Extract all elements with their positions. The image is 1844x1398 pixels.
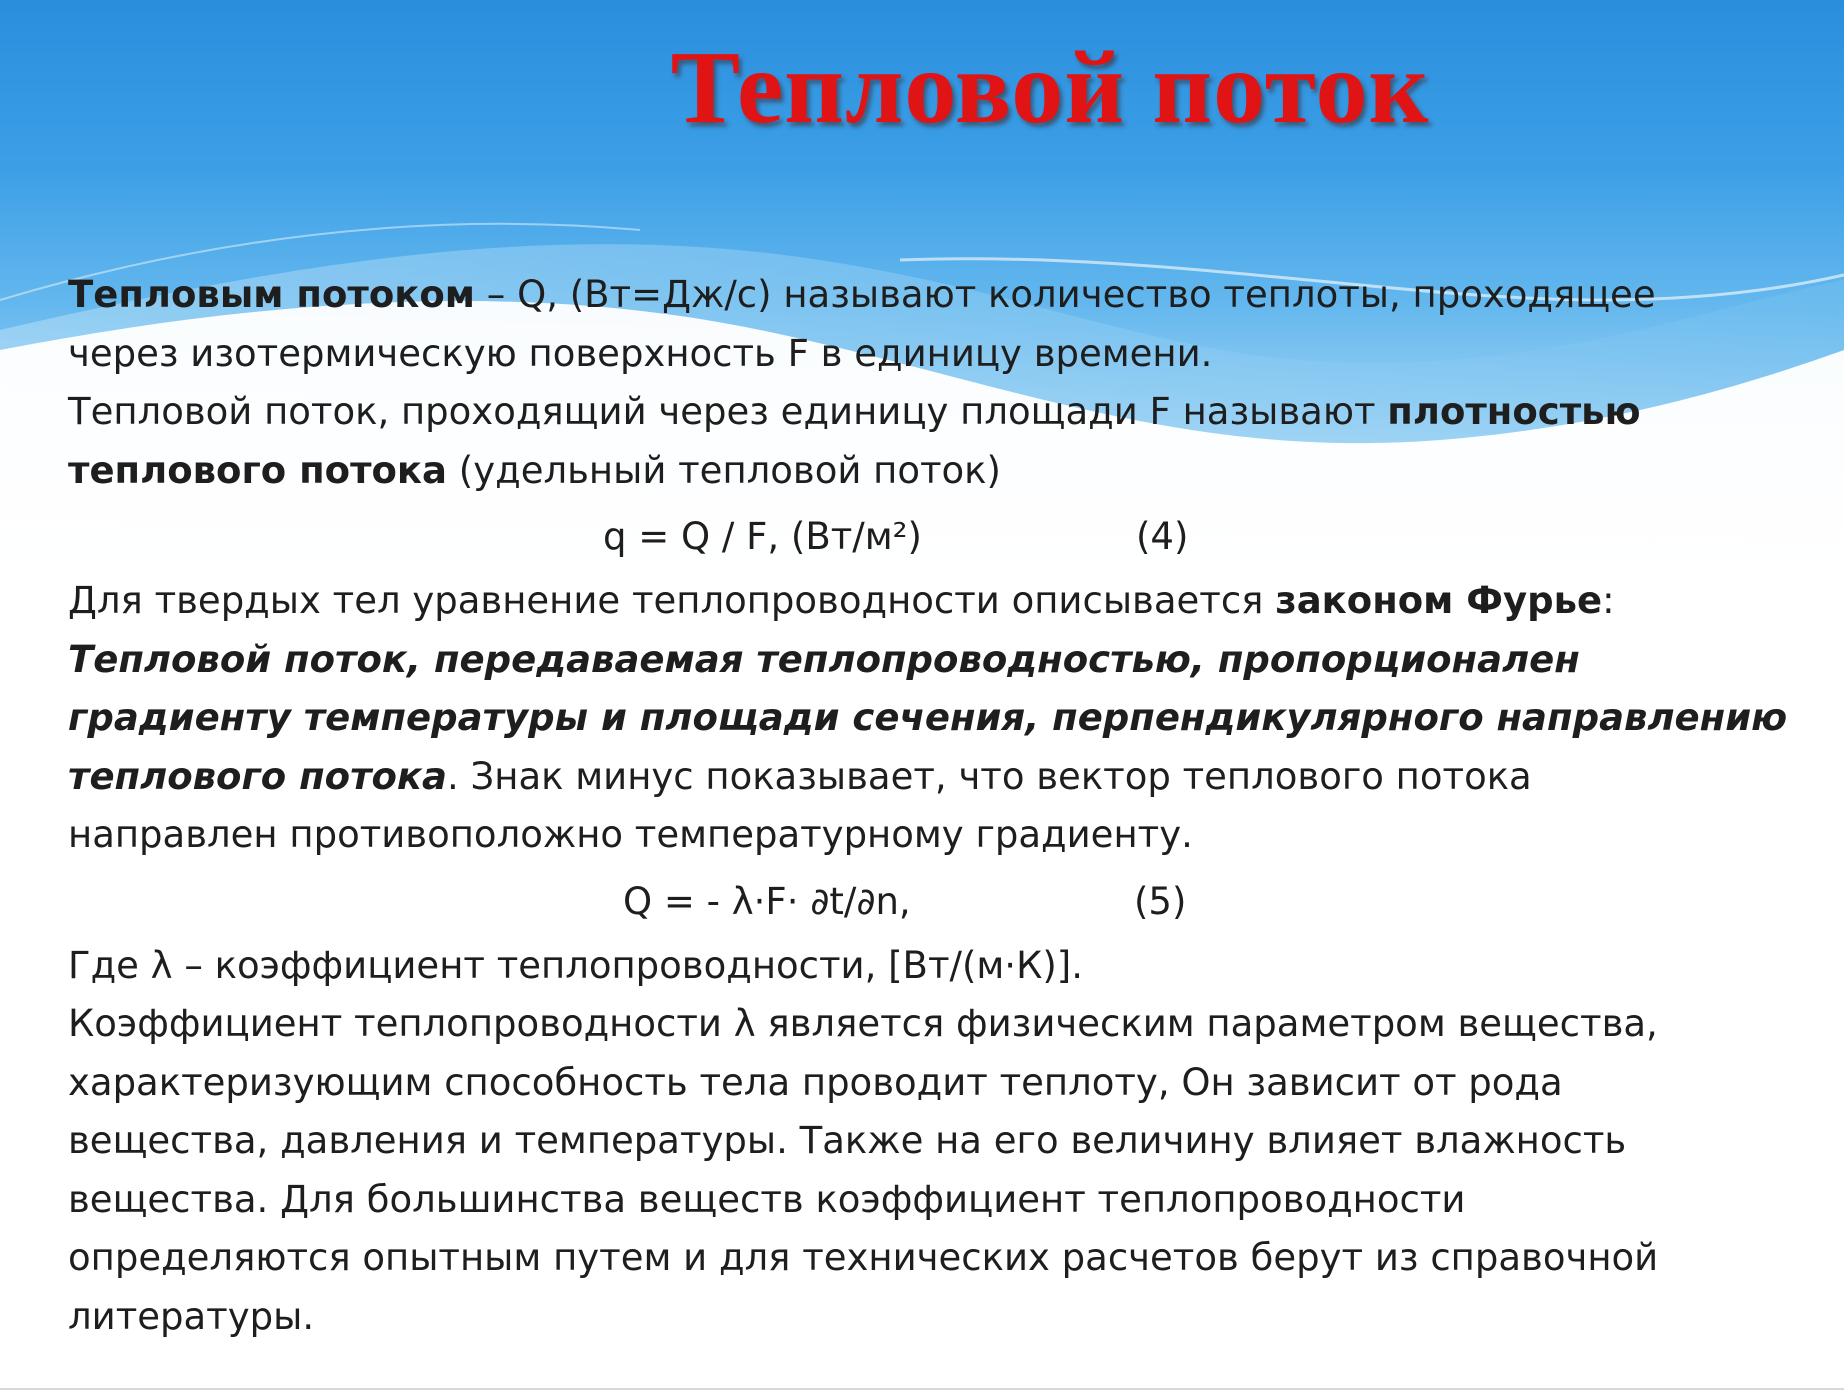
formula-4-number: (4) xyxy=(1136,515,1189,558)
fourier-law-line-1: Тепловой поток, передаваемая теплопроводностью, пропорционален xyxy=(68,637,1580,681)
term-fourier-law: законом Фурье xyxy=(1275,579,1603,622)
paragraph-3-line-5: направлен противоположно температурному градиенту. xyxy=(68,813,1193,856)
formula-4 xyxy=(68,500,1808,572)
formula-5 xyxy=(68,865,1808,937)
paragraph-2-text: Тепловой поток, проходящий через единицу площади F называют xyxy=(68,390,1388,433)
minus-sign-note: . Знак минус показывает, что вектор теплового потока xyxy=(447,754,1532,798)
paragraph-2-line-2 xyxy=(68,442,1808,501)
formula-4-expression: q = Q / F, (Вт/м²) xyxy=(603,515,922,558)
paragraph-2-rest: (удельный тепловой поток) xyxy=(447,448,1001,492)
paragraph-4-line-7: литературы. xyxy=(68,1294,315,1338)
colon: : xyxy=(1602,579,1615,622)
paragraph-4-line-3: характеризующим способность тела проводит теплоту, Он зависит от рода xyxy=(68,1060,1563,1104)
paragraph-1-line-1 xyxy=(68,266,1808,325)
slide-title: Тепловой поток xyxy=(670,30,1430,145)
slide-body xyxy=(68,266,1808,1346)
paragraph-1-line-2: через изотермическую поверхность F в единицу времени. xyxy=(68,331,1213,375)
definition-text: – Q, (Вт=Дж/с) называют количество теплоты, проходящее xyxy=(475,273,1656,316)
term-heat-flow: Тепловым потоком xyxy=(68,273,476,316)
paragraph-4-line-5: вещества. Для большинства веществ коэффициент теплопроводности xyxy=(68,1177,1466,1221)
paragraph-4-line-6: определяются опытным путем и для технических расчетов берут из справочной xyxy=(68,1236,1659,1279)
formula-5-expression: Q = - λ·F· ∂t/∂n, xyxy=(623,879,911,923)
term-heat-flux: теплового потока xyxy=(68,448,448,492)
paragraph-3-line-1 xyxy=(68,572,1808,631)
paragraph-4-line-1: Где λ – коэффициент теплопроводности, [Вт/(м·К)]. xyxy=(68,943,1083,987)
paragraph-3-text: Для твердых тел уравнение теплопроводности описывается xyxy=(68,579,1276,622)
fourier-law-line-3: теплового потока xyxy=(68,754,448,798)
bottom-divider xyxy=(0,1388,1844,1390)
formula-5-number: (5) xyxy=(1134,879,1187,923)
term-density: плотностью xyxy=(1387,390,1641,433)
paragraph-3-line-4 xyxy=(68,748,1808,807)
paragraph-2-line-1 xyxy=(68,383,1808,442)
fourier-law-line-2: градиенту температуры и площади сечения, перпендикулярного направлению xyxy=(68,696,1788,739)
paragraph-4-line-4: вещества, давления и температуры. Также на его величину влияет влажность xyxy=(68,1119,1627,1162)
paragraph-4-line-2: Коэффициент теплопроводности λ является физическим параметром вещества, xyxy=(68,1002,1658,1045)
